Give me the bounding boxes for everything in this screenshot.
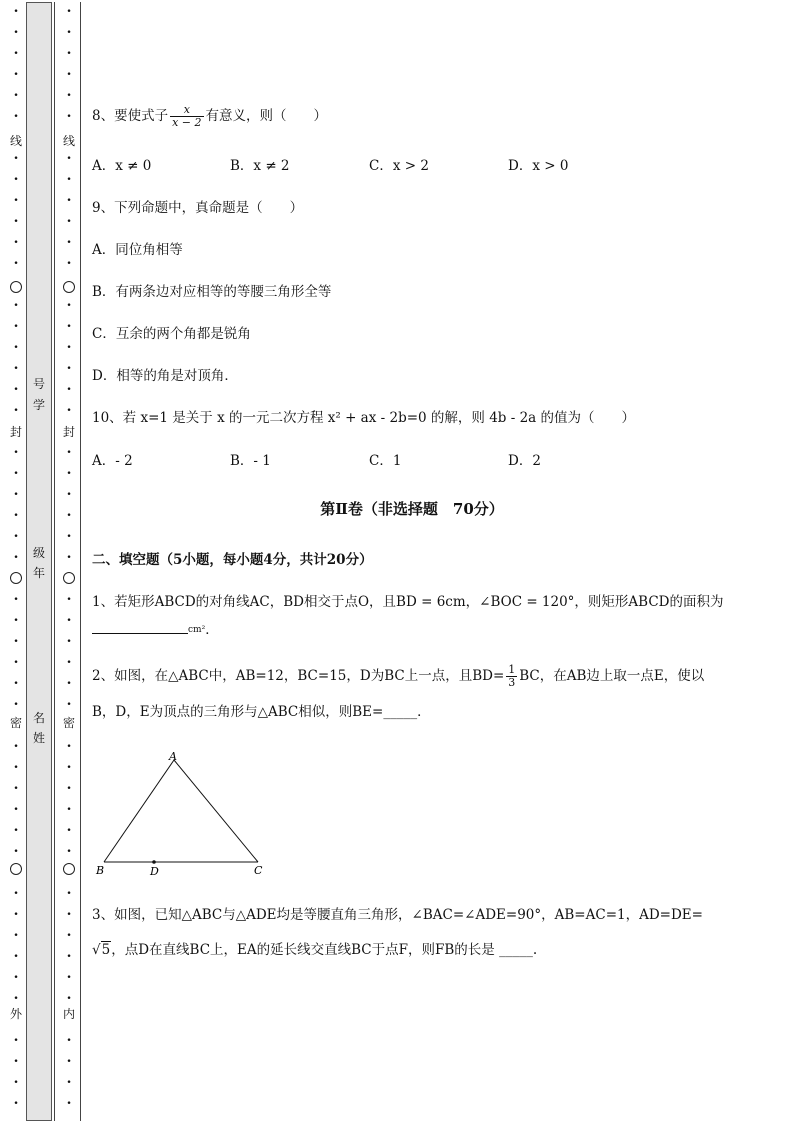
margin-dot: • [66, 910, 72, 920]
margin-dot: • [13, 805, 19, 815]
sqrt-radicand: 5 [101, 942, 111, 958]
label-ming: 名 [32, 711, 45, 725]
fill-blank-part-title: 二、填空题（5小题，每小题4分，共计20分） [92, 552, 373, 568]
margin-dot: • [13, 679, 19, 689]
question-9-stem: 9、下列命题中，真命题是（ ） [92, 200, 304, 216]
fraction-denominator: 3 [508, 676, 516, 689]
margin-dot: • [66, 1099, 72, 1109]
margin-dot: • [66, 70, 72, 80]
margin-dot: • [13, 364, 19, 374]
question-8-stem [92, 104, 327, 129]
margin-dot: • [13, 847, 19, 857]
margin-dot: • [66, 154, 72, 164]
question-8-fraction [170, 104, 203, 129]
section-2-title: 第Ⅱ卷（非选择题 70分） [320, 500, 504, 518]
question-9-option-c: C．互余的两个角都是锐角 [92, 326, 251, 342]
fraction-denominator: x − 2 [172, 116, 202, 129]
fill-2-part-a: 2、如图，在△ABC中，AB=12，BC=15，D为BC上一点，且BD= [92, 668, 505, 684]
point-d [152, 860, 156, 864]
question-8-option-a: A．x ≠ 0 [92, 158, 152, 174]
margin-dot: • [66, 322, 72, 332]
binding-hole-icon [63, 863, 75, 875]
side-ac [174, 760, 258, 862]
seal-char-mi: 密 [9, 716, 22, 730]
margin-dot: • [66, 91, 72, 101]
margin-dot: • [66, 364, 72, 374]
cut-line-left [54, 2, 55, 1121]
fill-2-line-2: B，D，E为顶点的三角形与△ABC相似，则BE=_____． [92, 704, 431, 720]
margin-dot: • [66, 994, 72, 1004]
binding-hole-icon [10, 572, 22, 584]
margin-dot: • [66, 973, 72, 983]
seal-char-feng: 封 [62, 425, 75, 439]
fill-3-rest: ，点D在直线BC上，EA的延长线交直线BC于点F，则FB的长是 _____. [111, 942, 538, 958]
margin-dot: • [13, 385, 19, 395]
point-label-d: D [150, 865, 159, 878]
question-10-option-b: B．- 1 [230, 453, 271, 469]
margin-dot: • [13, 1036, 19, 1046]
margin-dot: • [66, 406, 72, 416]
fill-3-line-2 [92, 940, 537, 960]
margin-dot: • [13, 700, 19, 710]
margin-dot: • [66, 952, 72, 962]
margin-dot: • [13, 490, 19, 500]
fill-1-end: ． [205, 622, 219, 638]
label-nian: 年 [32, 566, 45, 580]
question-9-option-d: D．相等的角是对顶角． [92, 368, 238, 384]
seal-char-mi: 密 [62, 716, 75, 730]
question-8-prefix: 8、要使式子 [92, 108, 169, 124]
question-8-option-c: C．x > 2 [369, 158, 429, 174]
fill-2-fraction [506, 664, 517, 689]
margin-dot: • [13, 469, 19, 479]
margin-dot: • [66, 490, 72, 500]
fraction-numerator: x [170, 104, 203, 117]
fill-2-part-b: BC，在AB边上取一点E，使以 [519, 668, 705, 684]
margin-dot: • [66, 112, 72, 122]
sqrt-expression [92, 940, 111, 960]
margin-dot: • [13, 259, 19, 269]
binding-hole-icon [10, 863, 22, 875]
margin-dot: • [66, 595, 72, 605]
vertex-label-b: B [96, 864, 105, 877]
margin-dot: • [66, 49, 72, 59]
margin-dot: • [66, 700, 72, 710]
info-strip [26, 2, 52, 1121]
margin-dot: • [66, 658, 72, 668]
question-10-option-a: A．- 2 [92, 453, 133, 469]
margin-dot: • [13, 406, 19, 416]
fill-1-line-1: 1、若矩形ABCD的对角线AC，BD相交于点O，且BD = 6cm，∠BOC = 120°，则矩形ABCD的面积为 [92, 594, 724, 610]
margin-dot: • [66, 532, 72, 542]
margin-dot: • [13, 322, 19, 332]
margin-dot: • [13, 1057, 19, 1067]
margin-dot: • [13, 742, 19, 752]
margin-dot: • [66, 616, 72, 626]
margin-dot: • [13, 931, 19, 941]
margin-dot: • [13, 889, 19, 899]
question-8-option-b: B．x ≠ 2 [230, 158, 290, 174]
margin-dot: • [13, 616, 19, 626]
margin-dot: • [66, 511, 72, 521]
inner-seal-column [60, 0, 78, 1123]
margin-dot: • [13, 196, 19, 206]
margin-dot: • [13, 154, 19, 164]
margin-dot: • [13, 238, 19, 248]
margin-dot: • [13, 217, 19, 227]
margin-dot: • [66, 259, 72, 269]
fill-3-line-1: 3、如图，已知△ABC与△ADE均是等腰直角三角形，∠BAC=∠ADE=90°，AB=AC=1，AD=DE= [92, 907, 703, 923]
margin-dot: • [13, 175, 19, 185]
cut-line-right [80, 2, 81, 1121]
margin-dot: • [66, 343, 72, 353]
vertex-label-c: C [254, 864, 263, 877]
margin-dot: • [13, 49, 19, 59]
margin-dot: • [66, 385, 72, 395]
margin-dot: • [66, 1036, 72, 1046]
fraction-numerator: 1 [508, 663, 516, 676]
side-ab [104, 760, 174, 862]
margin-dot: • [66, 742, 72, 752]
margin-dot: • [66, 805, 72, 815]
area-unit: cm² [188, 625, 206, 635]
binding-hole-icon [63, 572, 75, 584]
question-10-stem: 10、若 x=1 是关于 x 的一元二次方程 x² + ax - 2b=0 的解，则 4b - 2a 的值为（ ） [92, 410, 636, 426]
binding-margin [0, 0, 84, 1123]
margin-dot: • [66, 826, 72, 836]
margin-dot: • [13, 511, 19, 521]
margin-dot: • [13, 973, 19, 983]
margin-dot: • [66, 679, 72, 689]
seal-char-feng: 封 [9, 425, 22, 439]
margin-dot: • [13, 910, 19, 920]
margin-dot: • [66, 448, 72, 458]
margin-dot: • [13, 70, 19, 80]
margin-dot: • [66, 28, 72, 38]
margin-dot: • [13, 28, 19, 38]
question-10-option-d: D．2 [508, 453, 541, 469]
seal-char-xian: 线 [9, 134, 22, 148]
margin-dot: • [66, 784, 72, 794]
margin-dot: • [13, 7, 19, 17]
vertex-label-a: A [169, 750, 177, 763]
label-xue: 学 [32, 398, 45, 412]
question-8-option-d: D．x > 0 [508, 158, 569, 174]
label-xing: 姓 [32, 731, 45, 745]
margin-dot: • [13, 637, 19, 647]
margin-dot: • [66, 1078, 72, 1088]
margin-dot: • [13, 448, 19, 458]
label-hao: 号 [32, 377, 45, 391]
seal-char-wai: 外 [9, 1007, 22, 1021]
seal-char-xian: 线 [62, 134, 75, 148]
outer-seal-column [7, 0, 25, 1123]
margin-dot: • [66, 238, 72, 248]
question-9-option-a: A．同位角相等 [92, 242, 183, 258]
margin-dot: • [66, 763, 72, 773]
margin-dot: • [66, 1057, 72, 1067]
answer-blank [92, 621, 188, 634]
margin-dot: • [66, 931, 72, 941]
margin-dot: • [13, 784, 19, 794]
seal-char-nei: 内 [62, 1007, 75, 1021]
margin-dot: • [13, 1099, 19, 1109]
margin-dot: • [13, 952, 19, 962]
margin-dot: • [66, 301, 72, 311]
sqrt-sign: √ [92, 942, 101, 958]
margin-dot: • [66, 553, 72, 563]
question-9-option-b: B．有两条边对应相等的等腰三角形全等 [92, 284, 332, 300]
margin-dot: • [13, 301, 19, 311]
margin-dot: • [13, 763, 19, 773]
margin-dot: • [13, 91, 19, 101]
fill-1-line-2 [92, 620, 219, 640]
margin-dot: • [13, 532, 19, 542]
margin-dot: • [13, 826, 19, 836]
margin-dot: • [13, 658, 19, 668]
question-10-option-c: C．1 [369, 453, 402, 469]
margin-dot: • [13, 112, 19, 122]
margin-dot: • [13, 994, 19, 1004]
margin-dot: • [13, 595, 19, 605]
label-ji: 级 [32, 546, 45, 560]
margin-dot: • [66, 889, 72, 899]
fill-2-line-1 [92, 664, 704, 689]
margin-dot: • [66, 7, 72, 17]
margin-dot: • [66, 175, 72, 185]
binding-hole-icon [10, 281, 22, 293]
margin-dot: • [66, 196, 72, 206]
margin-dot: • [66, 847, 72, 857]
margin-dot: • [13, 1078, 19, 1088]
margin-dot: • [13, 553, 19, 563]
margin-dot: • [66, 217, 72, 227]
margin-dot: • [66, 469, 72, 479]
margin-dot: • [66, 637, 72, 647]
question-8-suffix: 有意义，则（ ） [205, 108, 328, 124]
margin-dot: • [13, 343, 19, 353]
triangle-figure [92, 748, 272, 880]
binding-hole-icon [63, 281, 75, 293]
